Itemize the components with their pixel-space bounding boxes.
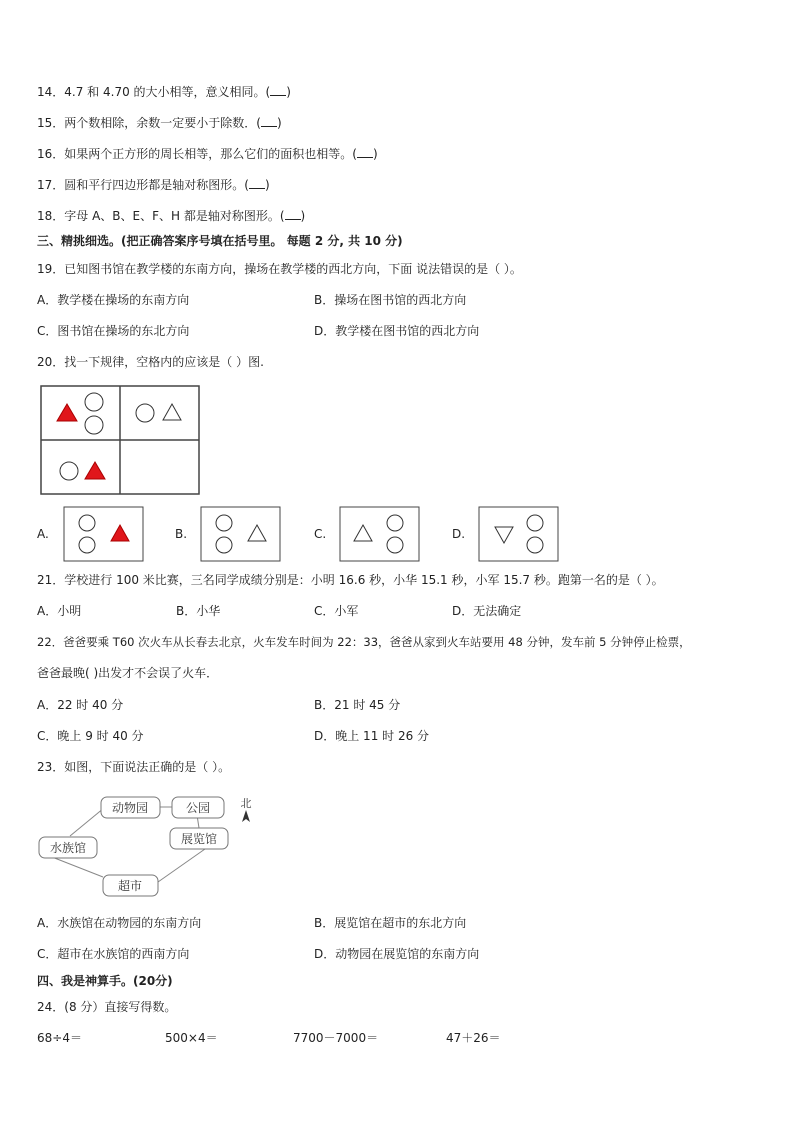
q21-option-c[interactable]: C．小军 bbox=[314, 604, 359, 618]
triangle-icon bbox=[354, 525, 372, 541]
direction-map bbox=[37, 791, 267, 899]
circle-icon bbox=[387, 515, 403, 531]
red-triangle-icon bbox=[85, 462, 105, 479]
option-border bbox=[201, 507, 280, 561]
calc-item[interactable]: 7700－7000＝ bbox=[293, 1031, 379, 1045]
section-3-heading: 三、精挑细选。(把正确答案序号填在括号里。 每题 2 分, 共 10 分) bbox=[37, 234, 403, 248]
question-18: 18．字母 A、B、E、F、H 都是轴对称图形。( ) bbox=[37, 209, 306, 223]
map-label-exhibition-hall: 展览馆 bbox=[180, 832, 218, 846]
q20-option-a[interactable] bbox=[63, 506, 145, 563]
question-24-stem: 24．(8 分）直接写得数。 bbox=[37, 1000, 177, 1014]
answer-blank[interactable] bbox=[249, 188, 265, 189]
q19-option-b[interactable]: B．操场在图书馆的西北方向 bbox=[314, 293, 467, 307]
circle-icon bbox=[387, 537, 403, 553]
map-path bbox=[52, 857, 103, 877]
circle-icon bbox=[79, 537, 95, 553]
circle-icon bbox=[527, 537, 543, 553]
q20-option-c[interactable] bbox=[339, 506, 421, 563]
red-triangle-icon bbox=[111, 525, 129, 541]
q22-option-a[interactable]: A．22 时 40 分 bbox=[37, 698, 124, 712]
calc-item[interactable]: 47＋26＝ bbox=[446, 1031, 501, 1045]
q21-option-d[interactable]: D．无法确定 bbox=[452, 604, 522, 618]
map-path bbox=[158, 849, 205, 882]
q19-option-a[interactable]: A．教学楼在操场的东南方向 bbox=[37, 293, 190, 307]
circle-icon bbox=[85, 416, 103, 434]
question-14: 14．4.7 和 4.70 的大小相等，意义相同。( ) bbox=[37, 85, 291, 99]
calc-item[interactable]: 68÷4＝ bbox=[37, 1031, 82, 1045]
red-triangle-icon bbox=[57, 404, 77, 421]
triangle-icon bbox=[163, 404, 181, 420]
question-20-stem: 20．找一下规律，空格内的应该是（ ）图. bbox=[37, 355, 264, 369]
question-17: 17．圆和平行四边形都是轴对称图形。( ) bbox=[37, 178, 270, 192]
option-border bbox=[479, 507, 558, 561]
map-label-supermarket: 超市 bbox=[117, 879, 143, 893]
circle-icon bbox=[527, 515, 543, 531]
question-23-stem: 23．如图，下面说法正确的是（ ）。 bbox=[37, 760, 231, 774]
circle-icon bbox=[216, 515, 232, 531]
circle-icon bbox=[136, 404, 154, 422]
answer-blank[interactable] bbox=[270, 95, 286, 96]
north-label: 北 bbox=[240, 797, 252, 810]
map-label-aquarium: 水族馆 bbox=[49, 841, 87, 855]
question-22-stem: 22．爸爸要乘 T60 次火车从长春去北京，火车发车时间为 22：33，爸爸从家到火车站要用 48 分钟，发车前 5 分钟停止检票， bbox=[37, 635, 691, 649]
q20-option-d-label[interactable]: D. bbox=[452, 527, 466, 541]
q20-option-a-label[interactable]: A. bbox=[37, 527, 49, 541]
answer-blank[interactable] bbox=[261, 126, 277, 127]
q19-option-c[interactable]: C．图书馆在操场的东北方向 bbox=[37, 324, 190, 338]
q20-option-b-label[interactable]: B. bbox=[175, 527, 188, 541]
q23-option-d[interactable]: D．动物园在展览馆的东南方向 bbox=[314, 947, 480, 961]
q19-option-d[interactable]: D．教学楼在图书馆的西北方向 bbox=[314, 324, 480, 338]
circle-icon bbox=[85, 393, 103, 411]
question-22-stem-continued: 爸爸最晚( )出发才不会误了火车． bbox=[37, 666, 219, 680]
circle-icon bbox=[60, 462, 78, 480]
q20-option-d[interactable] bbox=[478, 506, 560, 563]
q21-option-b[interactable]: B．小华 bbox=[176, 604, 221, 618]
question-15: 15．两个数相除，余数一定要小于除数．( ) bbox=[37, 116, 282, 130]
answer-blank[interactable] bbox=[357, 157, 373, 158]
inverted-triangle-icon bbox=[495, 527, 513, 543]
circle-icon bbox=[79, 515, 95, 531]
answer-blank[interactable] bbox=[285, 219, 301, 220]
option-border bbox=[340, 507, 419, 561]
map-path bbox=[70, 808, 104, 836]
q20-option-b[interactable] bbox=[200, 506, 282, 563]
q22-option-d[interactable]: D．晚上 11 时 26 分 bbox=[314, 729, 430, 743]
q22-option-b[interactable]: B．21 时 45 分 bbox=[314, 698, 401, 712]
q23-option-a[interactable]: A．水族馆在动物园的东南方向 bbox=[37, 916, 202, 930]
question-19-stem: 19．已知图书馆在教学楼的东南方向，操场在教学楼的西北方向，下面 说法错误的是（ ）。 bbox=[37, 262, 522, 276]
option-border bbox=[64, 507, 143, 561]
circle-icon bbox=[216, 537, 232, 553]
triangle-icon bbox=[248, 525, 266, 541]
north-arrow-icon bbox=[242, 810, 250, 822]
q23-option-c[interactable]: C．超市在水族馆的西南方向 bbox=[37, 947, 190, 961]
q21-option-a[interactable]: A．小明 bbox=[37, 604, 82, 618]
pattern-grid bbox=[40, 385, 202, 497]
map-label-park: 公园 bbox=[185, 801, 211, 815]
section-4-heading: 四、我是神算手。(20分) bbox=[37, 974, 173, 988]
question-21-stem: 21．学校进行 100 米比赛，三名同学成绩分别是：小明 16.6 秒，小华 15.1 秒，小军 15.7 秒。跑第一名的是（ ）。 bbox=[37, 573, 664, 587]
question-16: 16．如果两个正方形的周长相等，那么它们的面积也相等。( ) bbox=[37, 147, 378, 161]
q23-option-b[interactable]: B．展览馆在超市的东北方向 bbox=[314, 916, 467, 930]
q20-option-c-label[interactable]: C. bbox=[314, 527, 327, 541]
q22-option-c[interactable]: C．晚上 9 时 40 分 bbox=[37, 729, 144, 743]
calc-item[interactable]: 500×4＝ bbox=[165, 1031, 218, 1045]
map-label-zoo: 动物园 bbox=[111, 801, 149, 815]
